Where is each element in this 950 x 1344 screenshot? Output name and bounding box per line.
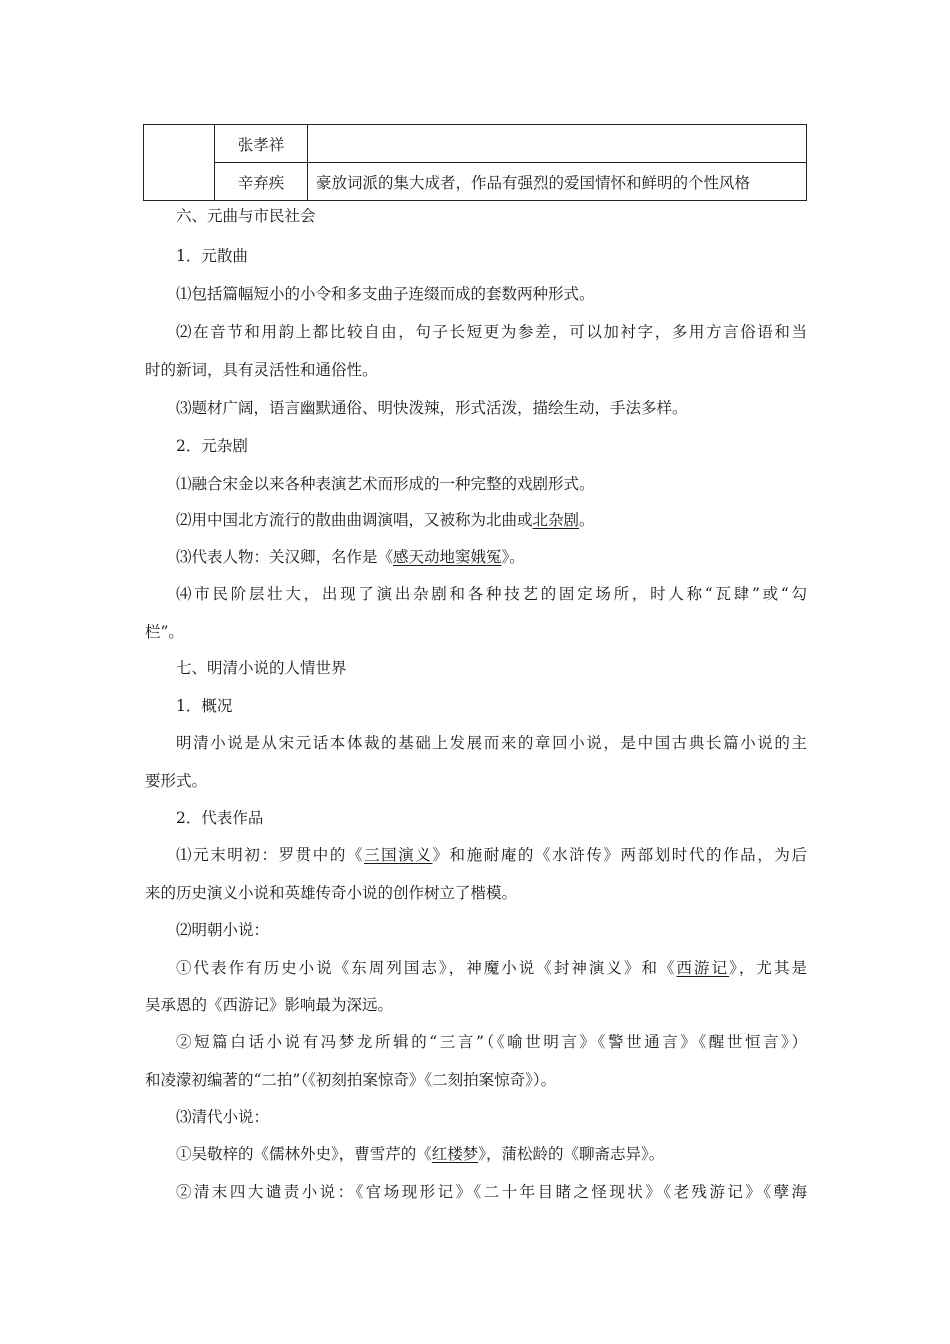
paragraph-line: 明清小说是从宋元话本体裁的基础上发展而来的章回小说，是中国古典长篇小说的主 bbox=[176, 734, 807, 752]
underlined-term: 红楼梦 bbox=[431, 1145, 479, 1163]
paragraph-line: ⑶题材广阔，语言幽默通俗、明快泼辣，形式活泼，描绘生动，手法多样。 bbox=[176, 399, 688, 417]
subsection-heading: 2．代表作品 bbox=[176, 809, 264, 827]
paragraph-line: ②短篇白话小说有冯梦龙所辑的“三言”（《喻世明言》《警世通言》《醒世恒言》） bbox=[176, 1033, 807, 1051]
poet-name-cell: 辛弃疾 bbox=[215, 163, 308, 201]
underlined-term: 感天动地窦娥冤 bbox=[393, 548, 502, 566]
paragraph-line: ⑵在音节和用韵上都比较自由，句子长短更为参差，可以加衬字，多用方言俗语和当 bbox=[176, 323, 807, 341]
paragraph-line bbox=[176, 1144, 807, 1164]
text-span: 》，尤其是 bbox=[729, 959, 807, 977]
subsection-heading: 1．概况 bbox=[176, 697, 233, 715]
text-span: ①代表作有历史小说《东周列国志》，神魔小说《封神演义》和《 bbox=[176, 959, 677, 977]
text-span: 。 bbox=[579, 511, 595, 529]
text-span: ⑶代表人物：关汉卿，名作是《 bbox=[176, 548, 394, 566]
paragraph-line: 吴承恩的《西游记》影响最为深远。 bbox=[145, 996, 394, 1014]
paragraph-line bbox=[176, 547, 807, 567]
underlined-term: 西游记 bbox=[676, 959, 730, 977]
paragraph-line: ⑴融合宋金以来各种表演艺术而形成的一种完整的戏剧形式。 bbox=[176, 475, 595, 493]
subsection-heading: 1．元散曲 bbox=[176, 247, 248, 265]
table-row bbox=[144, 163, 807, 201]
poet-desc-cell: 豪放词派的集大成者，作品有强烈的爱国情怀和鲜明的个性风格 bbox=[308, 163, 807, 201]
poet-name-cell: 张孝祥 bbox=[215, 125, 308, 163]
paragraph-line: 和凌濛初编著的“二拍”（《初刻拍案惊奇》《二刻拍案惊奇》）。 bbox=[145, 1071, 557, 1089]
poet-desc-cell bbox=[308, 125, 807, 163]
underlined-term: 北杂剧 bbox=[532, 511, 580, 529]
text-span: 》和施耐庵的《水浒传》两部划时代的作品，为后 bbox=[432, 846, 807, 864]
paragraph-line: ②清末四大谴责小说：《官场现形记》《二十年目睹之怪现状》《老残游记》《孽海 bbox=[176, 1183, 807, 1201]
subsection-heading: 2．元杂剧 bbox=[176, 437, 248, 455]
text-span: 》。 bbox=[501, 548, 525, 566]
paragraph-line: ⑷市民阶层壮大，出现了演出杂剧和各种技艺的固定场所，时人称“瓦肆”或“勾 bbox=[176, 585, 807, 603]
paragraph-line bbox=[176, 845, 807, 865]
section-heading: 六、元曲与市民社会 bbox=[176, 207, 316, 225]
paragraph-line: 要形式。 bbox=[145, 772, 208, 790]
table-blank-cell bbox=[144, 125, 215, 201]
table-row bbox=[144, 125, 807, 163]
paragraph-line: ⑴包括篇幅短小的小令和多支曲子连缀而成的套数两种形式。 bbox=[176, 285, 595, 303]
text-span: ⑴元末明初：罗贯中的《 bbox=[176, 846, 365, 864]
text-span: 》，蒲松龄的《聊斋志异》。 bbox=[478, 1145, 665, 1163]
section-heading: 七、明清小说的人情世界 bbox=[176, 659, 347, 677]
subsection-heading: ⑶清代小说： bbox=[176, 1108, 270, 1126]
underlined-term: 三国演义 bbox=[364, 846, 433, 864]
paragraph-line: 来的历史演义小说和英雄传奇小说的创作树立了楷模。 bbox=[145, 884, 518, 902]
paragraph-line: 时的新词，具有灵活性和通俗性。 bbox=[145, 361, 378, 379]
paragraph-line bbox=[176, 958, 807, 978]
text-span: ⑵用中国北方流行的散曲曲调演唱，又被称为北曲或 bbox=[176, 511, 533, 529]
text-span: ①吴敬梓的《儒林外史》，曹雪芹的《 bbox=[176, 1145, 432, 1163]
subsection-heading: ⑵明朝小说： bbox=[176, 921, 270, 939]
paragraph-line: 栏”。 bbox=[145, 623, 184, 641]
paragraph-line bbox=[176, 510, 807, 530]
poets-table bbox=[143, 124, 807, 201]
